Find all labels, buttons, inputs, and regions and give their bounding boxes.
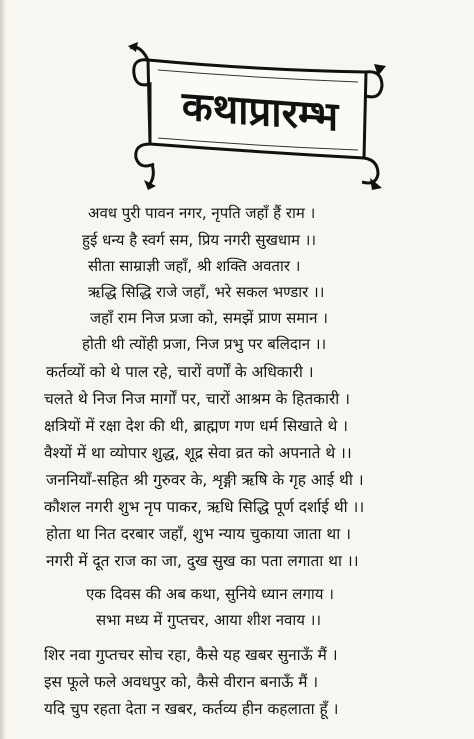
verse-line: कौशल नगरी शुभ नृप पाकर, ऋधि सिद्धि पूर्ण दर्शाई थी ।। xyxy=(44,498,365,516)
verse-line: चलते थे निज निज मार्गों पर, चारों आश्रम के हितकारी । xyxy=(44,390,350,408)
page-edge-shadow xyxy=(0,0,6,739)
verse-line: इस फूले फले अवधपुर को, कैसे वीरान बनाऊँ मैं । xyxy=(44,673,319,691)
verse-line: होती थी त्योंही प्रजा, निज प्रभु पर बलिदान ।। xyxy=(82,335,327,353)
verse-line: यदि चुप रहता देता न खबर, कर्तव्य हीन कहलाता हूँ । xyxy=(44,700,339,718)
verse-line: हुई धन्य है स्वर्ग सम, प्रिय नगरी सुखधाम ।। xyxy=(82,231,317,249)
page-title: कथाप्रारम्भ xyxy=(181,83,339,141)
verse-line: अवध पुरी पावन नगर, नृपति जहाँ हैं राम । xyxy=(88,204,316,222)
verse-line: नगरी में दूत राज का जा, दुख सुख का पता लगाता था ।। xyxy=(46,552,359,570)
title-scroll-banner xyxy=(126,40,388,190)
verse-line: एक दिवस की अब कथा, सुनिये ध्यान लगाय । xyxy=(86,585,334,603)
verse-line: वैश्यों में था व्योपार शुद्ध, शूद्र सेवा व्रत को अपनाते थे ।। xyxy=(44,444,352,462)
verse-line: सभा मध्य में गुप्तचर, आया शीश नवाय ।। xyxy=(96,611,322,629)
verse-line: शिर नवा गुप्तचर सोच रहा, कैसे यह खबर सुनाऊँ मैं । xyxy=(44,646,338,664)
verse-line: क्षत्रियों में रक्षा देश की थी, ब्राह्मण गण धर्म सिखाते थे । xyxy=(44,417,349,435)
verse-line: होता था नित दरबार जहाँ, शुभ न्याय चुकाया जाता था । xyxy=(46,525,351,543)
verse-line: जननियाँ-सहित श्री गुरुवर के, शृङ्गी ऋषि के गृह आई थी । xyxy=(46,471,364,489)
verse-line: सीता साम्राज्ञी जहाँ, श्री शक्ति अवतार । xyxy=(88,257,301,275)
verse-line: जहाँ राम निज प्रजा को, समझें प्राण समान । xyxy=(90,309,328,327)
verse-line: कर्तव्यों को थे पाल रहे, चारों वर्णों के अधिकारी । xyxy=(46,363,314,381)
verse-line: ऋद्धि सिद्धि राजे जहाँ, भरे सकल भण्डार ।। xyxy=(88,283,325,301)
